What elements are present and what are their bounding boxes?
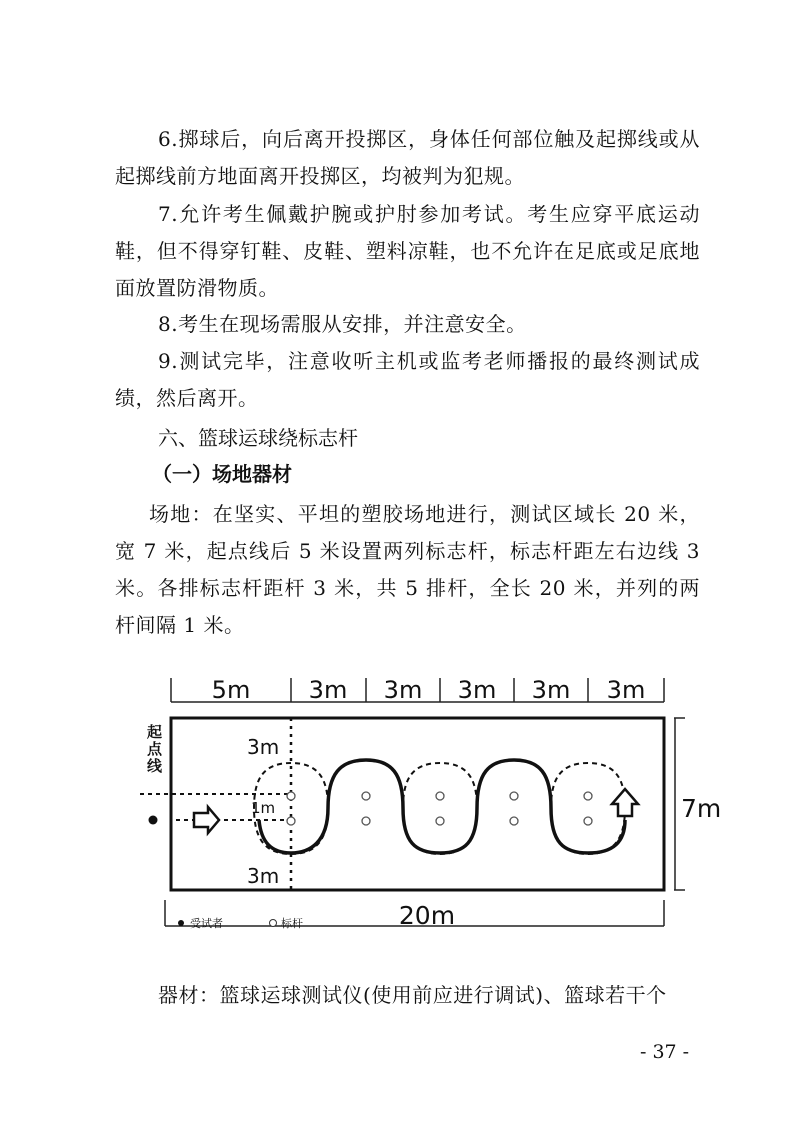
start-line-char: 起 (147, 723, 163, 741)
left-distance-top: 3m (247, 735, 280, 759)
dribble-path-dashed (403, 763, 477, 854)
court-boundary (171, 718, 664, 890)
marker-pole (362, 817, 370, 825)
rule-item-7: 7.允许考生佩戴护腕或护肘参加考试。考生应穿平底运动鞋，但不得穿钉鞋、皮鞋、塑料凉鞋，也不允许在足底或足底地面放置防滑物质。 (115, 202, 700, 300)
finish-direction-arrow-icon (612, 789, 638, 816)
dribble-path-solid (259, 760, 625, 853)
marker-pole (362, 792, 370, 800)
examinee-marker (149, 816, 158, 825)
marker-pole (584, 817, 592, 825)
width-label: 7m (681, 794, 722, 823)
segment-label: 3m (383, 676, 423, 704)
rule-item-8: 8.考生在现场需服从安排，并注意安全。 (158, 312, 527, 336)
segment-label: 3m (457, 676, 497, 704)
legend-examinee-icon (178, 920, 184, 926)
length-label: 20m (398, 901, 456, 930)
segment-label: 3m (606, 676, 646, 704)
marker-pole (436, 792, 444, 800)
legend-pole-label: 标杆 (281, 917, 303, 930)
start-line-char: 点 (147, 740, 163, 758)
page-number: - 37 - (640, 1041, 690, 1063)
marker-pole (287, 792, 295, 800)
course-diagram (140, 668, 730, 943)
rule-item-6: 6.掷球后，向后离开投掷区，身体任何部位触及起掷线或从起掷线前方地面离开投掷区，均被判为犯规。 (115, 127, 700, 188)
start-direction-arrow-icon (194, 807, 219, 833)
legend-examinee-label: 受试者 (190, 917, 223, 930)
marker-pole (510, 817, 518, 825)
legend-pole-icon (270, 920, 277, 927)
marker-pole (584, 792, 592, 800)
segment-label: 3m (531, 676, 571, 704)
marker-pole (287, 817, 295, 825)
segment-label: 5m (211, 676, 251, 704)
marker-pole (510, 792, 518, 800)
rule-item-9: 9.测试完毕，注意收听主机或监考老师播报的最终测试成绩，然后离开。 (115, 349, 700, 410)
pole-gap-label: 1m (251, 799, 276, 817)
venue-description: 场地：在坚实、平坦的塑胶场地进行，测试区域长 20 米，宽 7 米，起点线后 5 米设置两列标志杆，标志杆距左右边线 3 米。各排标志杆距杆 3 米，共 5 排杆，全长 20 米，并列的两杆间隔 1 米。 (115, 502, 700, 637)
section-subtitle: （一）场地器材 (152, 462, 292, 486)
left-distance-bottom: 3m (247, 864, 280, 888)
marker-pole (436, 817, 444, 825)
equipment-description: 器材：篮球运球测试仪(使用前应进行调试)、篮球若干个 (158, 983, 667, 1007)
segment-label: 3m (308, 676, 348, 704)
start-line-char: 线 (147, 757, 163, 775)
dribble-path-dashed (551, 763, 625, 854)
section-title: 六、篮球运球绕标志杆 (158, 426, 358, 450)
